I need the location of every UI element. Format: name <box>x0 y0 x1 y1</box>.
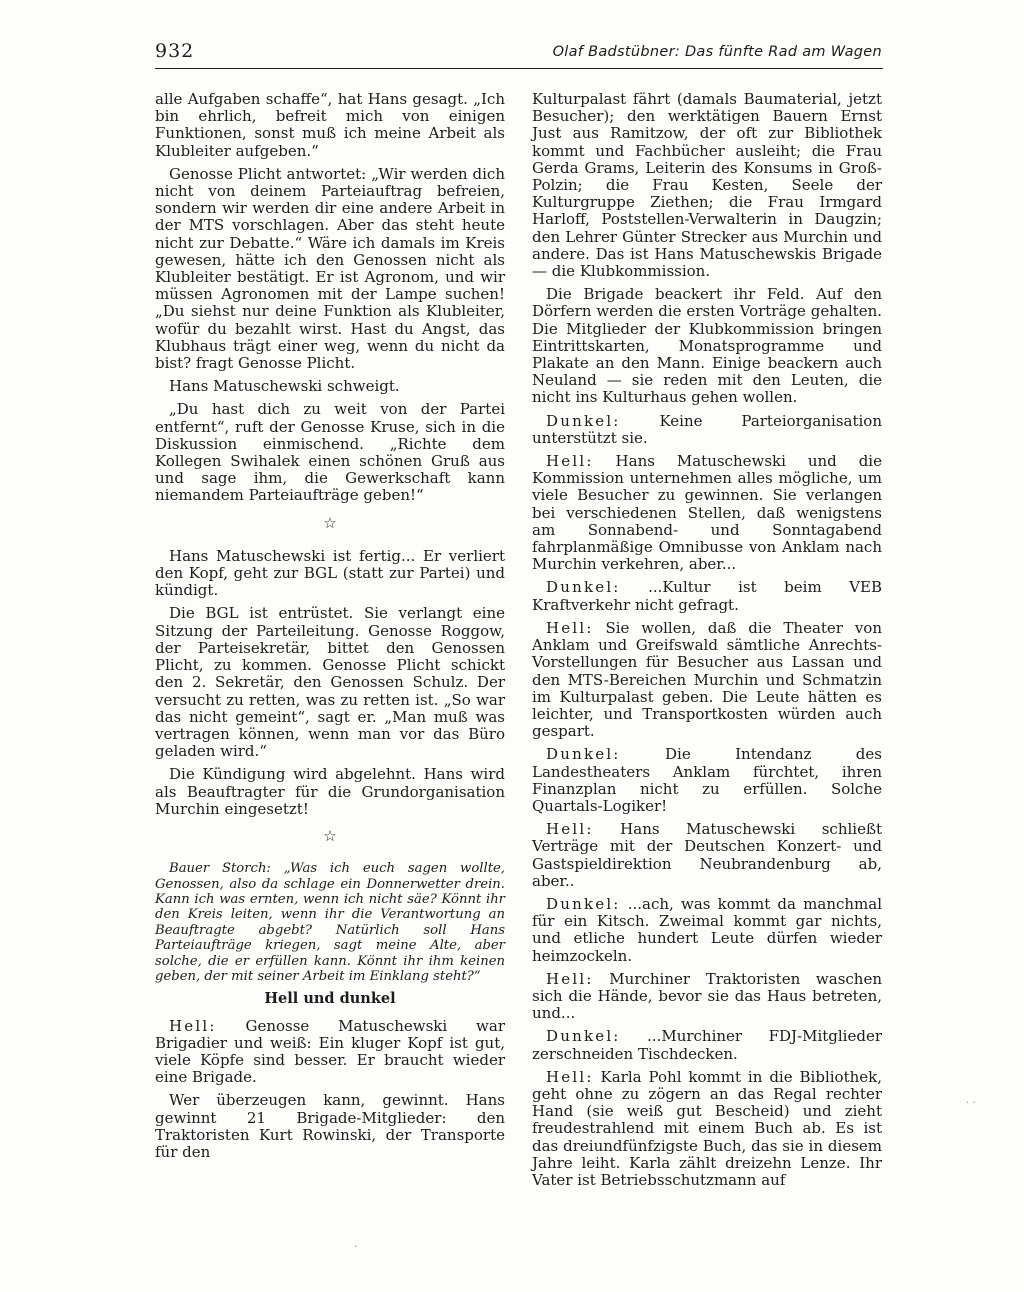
paragraph: Die BGL ist entrüstet. Sie verlangt eine Sitzung der Parteileitung. Genosse Roggow, der Parteisekretär, bittet den Genossen Plicht, zu kommen. Genosse Plicht schickt den 2. Sekretär, den Genossen Schulz. Der versucht zu retten, was zu retten ist. „So war das nicht gemeint“, sagt er. „Man muß was vertragen können, wenn man vor das Büro geladen wird.“ <box>155 604 505 761</box>
speaker-label: Dunkel: <box>546 894 621 913</box>
paragraph: „Du hast dich zu weit von der Partei entfernt“, ruft der Genosse Kruse, sich in die Diskussion einmischend. „Richte dem Kollegen Swihalek einen schönen Gruß aus und sage ihm, die Gewerkschaft kann niemandem Parteiaufträge geben!“ <box>155 400 505 505</box>
dunkel-paragraph <box>532 413 882 447</box>
page-number: 932 <box>155 40 195 62</box>
dunkel-paragraph <box>532 746 882 815</box>
paragraph-text: ...ach, was kommt da manchmal für ein Kitsch. Zweimal kommt gar nichts, und etliche hundert Leute dürfen wieder heimzockeln. <box>532 894 882 965</box>
paragraph: Wer überzeugen kann, gewinnt. Hans gewinnt 21 Brigade-Mitglieder: den Traktoristen Kurt Rowinski, der Transporte für den <box>155 1091 505 1161</box>
paragraph: Genosse Plicht antwortet: „Wir werden dich nicht von deinem Parteiauftrag befreien, sondern wir werden dir eine andere Arbeit in der MTS vorschlagen. Aber das steht heute nicht zur Debatte.“ Wäre ich damals im Kreis gewesen, hätte ich den Genossen nicht als Klubleiter bestätigt. Er ist Agronom, und wir müssen Agronomen mit der Lampe suchen! „Du siehst nur deine Funktion als Klubleiter, wofür du bezahlt wirst. Hast du Angst, das Klubhaus trägt einer weg, wenn du nicht da bist? fragt Genosse Plicht. <box>155 164 505 373</box>
hell-paragraph <box>532 1069 882 1189</box>
speaker-label: Dunkel: <box>546 411 621 430</box>
left-column <box>155 91 505 1167</box>
speaker-label: Hell: <box>546 820 594 839</box>
dunkel-paragraph <box>532 896 882 965</box>
paragraph-text: Karla Pohl kommt in die Bibliothek, geht ohne zu zögern an das Regal rechter Hand (sie weiß gut Bescheid) und zieht freudestrahlend mit einem Buch ab. Es ist das dreiundfünfzigste Buch, das sie in diesem Jahre leiht. Karla zählt dreizehn Lenze. Ihr Vater ist Betriebsschutzmann auf <box>532 1067 882 1189</box>
paragraph: Die Kündigung wird abgelehnt. Hans wird als Beauftragter für die Grundorganisation Murchin eingesetzt! <box>155 765 505 818</box>
page-header <box>0 40 1024 64</box>
hell-paragraph <box>155 1018 505 1087</box>
star-divider: ☆ <box>323 826 337 845</box>
hell-paragraph <box>532 971 882 1023</box>
hell-paragraph <box>532 821 882 890</box>
paragraph-text: Keine Parteiorganisation unterstützt sie. <box>532 411 882 447</box>
paragraph-text: Hans Matuschewski und die Kommission unternehmen alles mögliche, um viele Besucher zu gewinnen. Sie verlangen bei verschiedenen Stellen, daß wenigstens am Sonnabend- und Sonntagabend fahrplanmäßige Omnibusse von Anklam nach Murchin verkehren, aber... <box>532 452 882 574</box>
paragraph: alle Aufgaben schaffe“, hat Hans gesagt. „Ich bin ehrlich, befreit mich von einigen Funktionen, sonst muß ich meine Arbeit als Klubleiter aufgeben.“ <box>155 90 505 160</box>
speaker-label: Dunkel: <box>546 745 621 764</box>
paragraph-text: Sie wollen, daß die Theater von Anklam und Greifswald sämtliche Anrechts-Vorstellungen für Besucher aus Lassan und den MTS-Bereichen Murchin und Schmatzin im Kulturpalast geben. Die Leute hätten es leichter, und Transportkosten würden auch gespart. <box>532 618 882 741</box>
paragraph-text: ...Kultur ist beim VEB Kraftverkehr nicht gefragt. <box>532 578 882 614</box>
scan-speck: · <box>354 1242 358 1253</box>
paragraph-text: ...Murchiner FDJ-Mitglieder zerschneiden Tischdecken. <box>532 1027 882 1063</box>
italic-quote: Bauer Storch: „Was ich euch sagen wollte, Genossen, also da schlage ein Donnerwetter drein. Kann ich was ernten, wenn ich nicht säe? Könnt ihr den Kreis leiten, wenn ihr die Verantwortung an Beauftragte abgebt? Natürlich soll Hans Parteiaufträge kriegen, sagt meine Alte, aber solche, die er erfüllen kann. Könnt ihr ihm keinen geben, der mit seiner Arbeit im Einklang steht?“ <box>155 861 505 984</box>
paragraph: Hans Matuschewski ist fertig... Er verliert den Kopf, geht zur BGL (statt zur Partei) und kündigt. <box>155 546 505 600</box>
star-divider: ☆ <box>323 513 337 532</box>
speaker-label: Dunkel: <box>546 578 621 597</box>
section-title: Hell und dunkel <box>264 990 396 1008</box>
dunkel-paragraph <box>532 579 882 613</box>
paragraph-text: Murchiner Traktoristen waschen sich die Hände, bevor sie das Haus betreten, und... <box>532 969 882 1023</box>
paragraph-text: Die Intendanz des Landestheaters Anklam fürchtet, ihren Finanzplan nicht zu erfüllen. Solche Quartals-Logiker! <box>532 745 882 815</box>
speaker-label: Hell: <box>546 452 594 471</box>
hell-paragraph <box>532 620 882 740</box>
speaker-label: Hell: <box>546 969 594 988</box>
paragraph-text: Genosse Matuschewski war Brigadier und weiß: Ein kluger Kopf ist gut, viele Köpfe sind besser. Er braucht wieder eine Brigade. <box>155 1016 505 1087</box>
paragraph: Kulturpalast fährt (damals Baumaterial, jetzt Besucher); den werktätigen Bauern Ernst Just aus Ramitzow, der oft zur Bibliothek kommt und Fachbücher ausleiht; die Frau Gerda Grams, Leiterin des Konsums in Groß-Polzin; die Frau Kesten, Seele der Kulturgruppe Ziethen; die Frau Irmgard Harloff, Poststellen-Verwalterin in Daugzin; den Lehrer Günter Strecker aus Murchin und andere. Das ist Hans Matuschewskis Brigade — die Klubkommission. <box>532 90 882 281</box>
paragraph: Hans Matuschewski schweigt. <box>169 377 400 396</box>
speaker-label: Hell: <box>546 1067 594 1086</box>
paragraph-text: Hans Matuschewski schließt Verträge mit der Deutschen Konzert- und Gastspieldirektion Neubrandenburg ab, aber.. <box>532 820 882 890</box>
hell-paragraph <box>532 453 882 573</box>
header-rule <box>155 68 883 69</box>
right-column <box>532 91 882 1195</box>
speaker-label: Dunkel: <box>546 1027 621 1046</box>
running-title: Olaf Badstübner: Das fünfte Rad am Wagen <box>552 44 882 60</box>
speaker-label: Hell: <box>169 1016 217 1035</box>
paragraph: Die Brigade beackert ihr Feld. Auf den Dörfern werden die ersten Vorträge gehalten. Die Mitglieder der Klubkommission bringen Eintrittskarten, Monatsprogramme und Plakate an den Mann. Einige beackern auch Neuland — sie reden mit den Leuten, die nicht ins Kulturhaus gehen wollen. <box>532 285 882 407</box>
dunkel-paragraph <box>532 1028 882 1062</box>
scan-speck: · · <box>966 1098 976 1109</box>
speaker-label: Hell: <box>546 618 594 637</box>
